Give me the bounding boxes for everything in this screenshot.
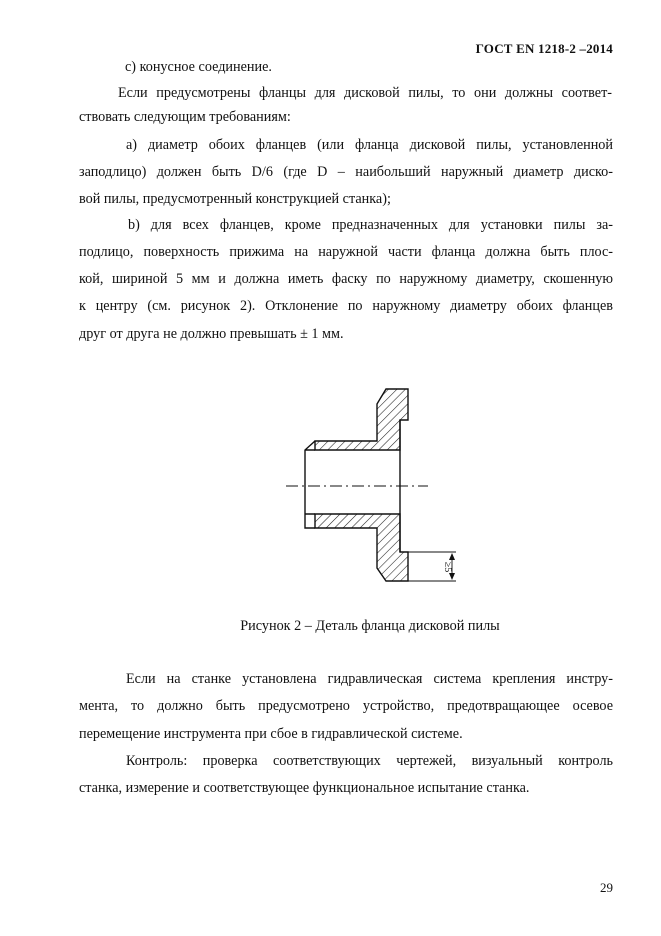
flange-figure bbox=[270, 380, 470, 590]
document-header: ГОСТ EN 1218-2 –2014 bbox=[475, 41, 613, 56]
item-a-line-3: вой пилы, предусмотренный конструкцией станка); bbox=[79, 191, 391, 207]
flange-upper-section bbox=[315, 389, 408, 450]
item-b-line-4: к центру (см. рисунок 2). Отклонение по наружному диаметру обоих фланцев bbox=[79, 298, 613, 314]
item-b-line-1: b) для всех фланцев, кроме предназначенных для установки пилы за- bbox=[128, 217, 613, 233]
figure-caption: Рисунок 2 – Деталь фланца дисковой пилы bbox=[240, 618, 500, 634]
item-a-line-1: а) диаметр обоих фланцев (или фланца дисковой пилы, установленной bbox=[126, 137, 613, 153]
paragraph-2-line-2: мента, то должно быть предусмотрено устройство, предотвращающее осевое bbox=[79, 698, 613, 714]
paragraph-1-line-1: Если предусмотрены фланцы для дисковой пилы, то они должны соответ- bbox=[118, 85, 612, 101]
paragraph-3-line-1: Контроль: проверка соответствующих чертежей, визуальный контроль bbox=[126, 753, 613, 769]
paragraph-3-line-2: станка, измерение и соответствующее функциональное испытание станка. bbox=[79, 780, 530, 796]
paragraph-1-line-2: ствовать следующим требованиям: bbox=[79, 109, 291, 125]
item-c: с) конусное соединение. bbox=[125, 59, 272, 75]
paragraph-2-line-3: перемещение инструмента при сбое в гидравлической системе. bbox=[79, 726, 463, 742]
page-number: 29 bbox=[600, 880, 613, 895]
item-b-line-2: подлицо, поверхность прижима на наружной части фланца должна быть плос- bbox=[79, 244, 613, 260]
flange-bore-outline bbox=[305, 441, 315, 528]
dimension-label: ≥5 bbox=[442, 561, 453, 573]
flange-lower-section bbox=[315, 514, 408, 581]
paragraph-2-line-1: Если на станке установлена гидравлическая система крепления инстру- bbox=[126, 671, 613, 687]
item-a-line-2: заподлицо) должен быть D/6 (где D – наибольший наружный диаметр диско- bbox=[79, 164, 613, 180]
item-b-line-3: кой, шириной 5 мм и должна иметь фаску по наружному диаметру, скошенную bbox=[79, 271, 613, 287]
item-b-line-5: друг от друга не должно превышать ± 1 мм. bbox=[79, 326, 344, 342]
